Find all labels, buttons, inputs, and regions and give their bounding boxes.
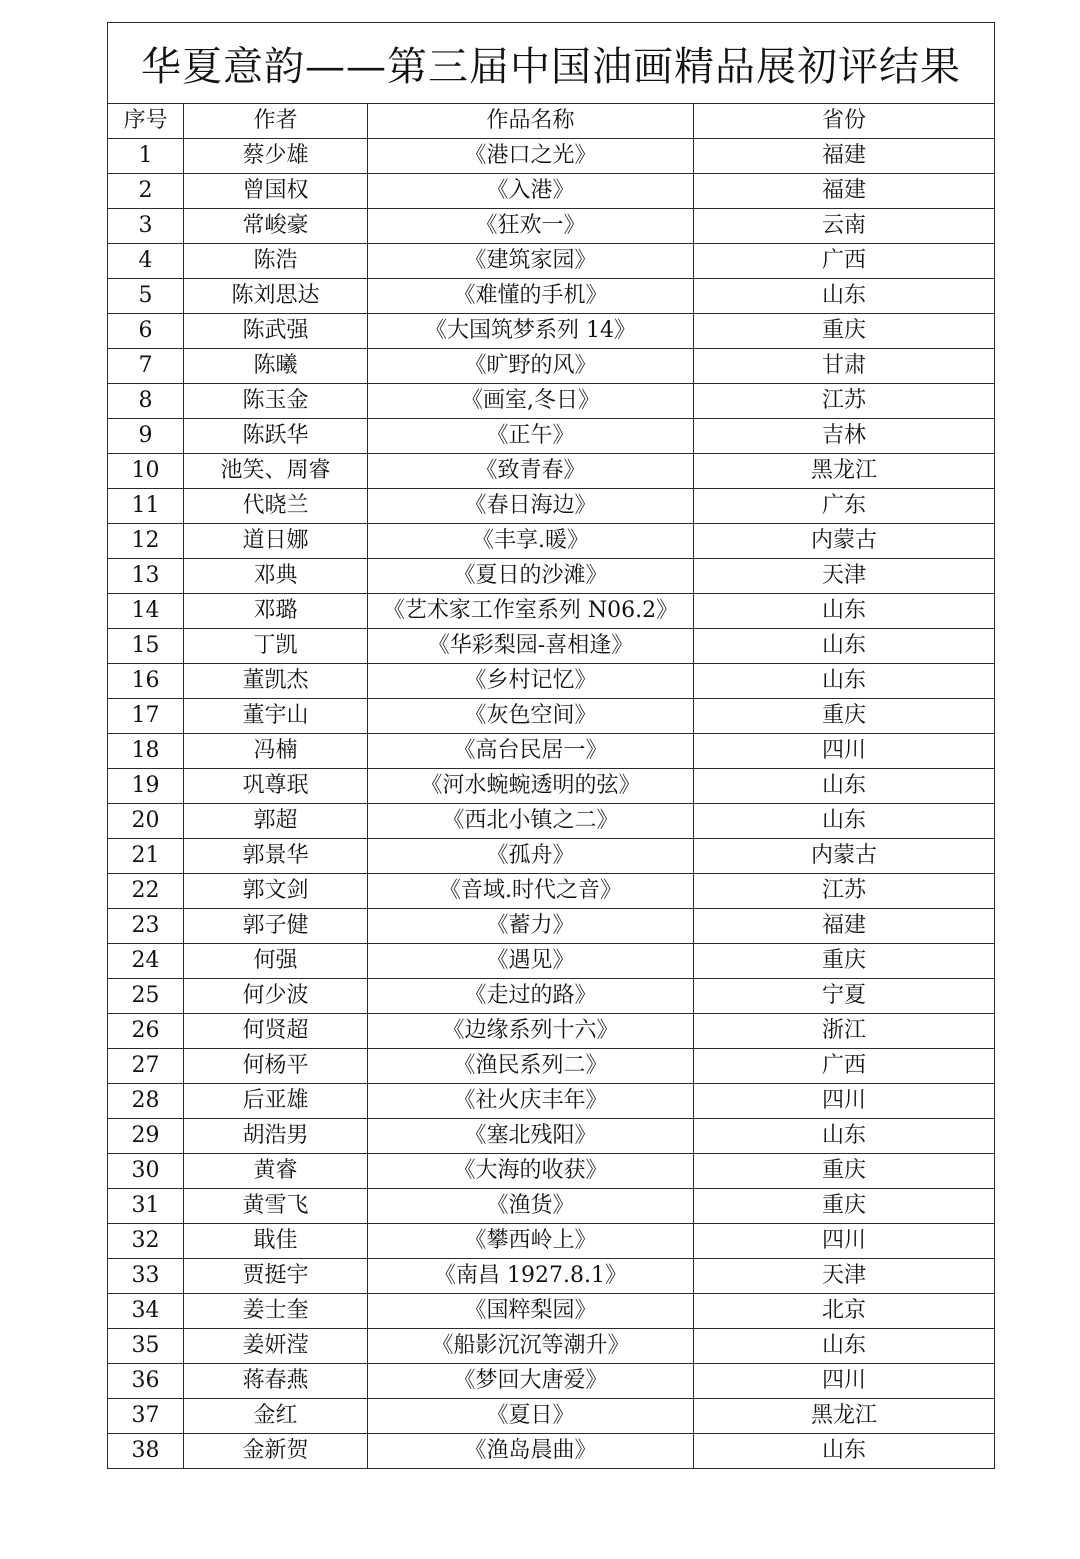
- table-row: [108, 734, 995, 769]
- row-work-cell: 《大海的收获》: [368, 1154, 694, 1189]
- header-work: 作品名称: [368, 104, 694, 139]
- row-author-cell: 姜妍滢: [184, 1329, 368, 1364]
- row-author-cell: 何杨平: [184, 1049, 368, 1084]
- table-row: [108, 1364, 995, 1399]
- row-province-cell: 重庆: [694, 1189, 995, 1224]
- row-work-cell: 《社火庆丰年》: [368, 1084, 694, 1119]
- results-table: [107, 22, 995, 1469]
- row-work-cell: 《梦回大唐爱》: [368, 1364, 694, 1399]
- row-index-cell: 28: [108, 1084, 184, 1119]
- row-author-cell: 陈玉金: [184, 384, 368, 419]
- row-index-cell: 1: [108, 139, 184, 174]
- row-province-cell: 福建: [694, 909, 995, 944]
- row-author-cell: 贾挺宇: [184, 1259, 368, 1294]
- row-province-cell: 重庆: [694, 1154, 995, 1189]
- row-province-cell: 黑龙江: [694, 1399, 995, 1434]
- row-work-cell: 《春日海边》: [368, 489, 694, 524]
- row-index-cell: 22: [108, 874, 184, 909]
- row-province-cell: 宁夏: [694, 979, 995, 1014]
- row-work-cell: 《高台民居一》: [368, 734, 694, 769]
- row-index-cell: 38: [108, 1434, 184, 1469]
- row-author-cell: 金新贺: [184, 1434, 368, 1469]
- row-author-cell: 戢佳: [184, 1224, 368, 1259]
- table-row: [108, 419, 995, 454]
- row-province-cell: 四川: [694, 1084, 995, 1119]
- row-author-cell: 冯楠: [184, 734, 368, 769]
- row-work-cell: 《乡村记忆》: [368, 664, 694, 699]
- results-document: [107, 22, 994, 1469]
- row-index-cell: 21: [108, 839, 184, 874]
- row-author-cell: 胡浩男: [184, 1119, 368, 1154]
- row-province-cell: 山东: [694, 1329, 995, 1364]
- table-row: [108, 1224, 995, 1259]
- table-row: [108, 454, 995, 489]
- row-index-cell: 23: [108, 909, 184, 944]
- row-province-cell: 江苏: [694, 384, 995, 419]
- row-author-cell: 何贤超: [184, 1014, 368, 1049]
- row-index-cell: 37: [108, 1399, 184, 1434]
- row-province-cell: 吉林: [694, 419, 995, 454]
- row-work-cell: 《港口之光》: [368, 139, 694, 174]
- row-author-cell: 金红: [184, 1399, 368, 1434]
- row-index-cell: 2: [108, 174, 184, 209]
- row-author-cell: 何少波: [184, 979, 368, 1014]
- table-row: [108, 174, 995, 209]
- table-row: [108, 349, 995, 384]
- table-row: [108, 909, 995, 944]
- row-index-cell: 10: [108, 454, 184, 489]
- header-author: 作者: [184, 104, 368, 139]
- row-author-cell: 黄雪飞: [184, 1189, 368, 1224]
- row-author-cell: 邓典: [184, 559, 368, 594]
- title-row: [108, 23, 995, 104]
- row-author-cell: 姜士奎: [184, 1294, 368, 1329]
- row-work-cell: 《灰色空间》: [368, 699, 694, 734]
- row-province-cell: 北京: [694, 1294, 995, 1329]
- row-index-cell: 33: [108, 1259, 184, 1294]
- row-province-cell: 重庆: [694, 944, 995, 979]
- row-author-cell: 蔡少雄: [184, 139, 368, 174]
- row-author-cell: 陈曦: [184, 349, 368, 384]
- table-body: [108, 139, 995, 1469]
- row-work-cell: 《走过的路》: [368, 979, 694, 1014]
- row-author-cell: 郭文剑: [184, 874, 368, 909]
- row-author-cell: 常峻豪: [184, 209, 368, 244]
- row-author-cell: 郭超: [184, 804, 368, 839]
- row-index-cell: 35: [108, 1329, 184, 1364]
- row-work-cell: 《丰享.暖》: [368, 524, 694, 559]
- row-province-cell: 重庆: [694, 314, 995, 349]
- row-index-cell: 6: [108, 314, 184, 349]
- row-index-cell: 3: [108, 209, 184, 244]
- row-index-cell: 26: [108, 1014, 184, 1049]
- row-index-cell: 19: [108, 769, 184, 804]
- row-province-cell: 黑龙江: [694, 454, 995, 489]
- row-author-cell: 黄睿: [184, 1154, 368, 1189]
- row-province-cell: 广东: [694, 489, 995, 524]
- table-row: [108, 524, 995, 559]
- row-province-cell: 天津: [694, 559, 995, 594]
- table-row: [108, 699, 995, 734]
- row-author-cell: 代晓兰: [184, 489, 368, 524]
- table-row: [108, 1119, 995, 1154]
- table-row: [108, 1084, 995, 1119]
- table-row: [108, 314, 995, 349]
- row-province-cell: 山东: [694, 1434, 995, 1469]
- row-work-cell: 《大国筑梦系列 14》: [368, 314, 694, 349]
- row-index-cell: 9: [108, 419, 184, 454]
- table-row: [108, 769, 995, 804]
- row-author-cell: 蒋春燕: [184, 1364, 368, 1399]
- row-work-cell: 《孤舟》: [368, 839, 694, 874]
- table-row: [108, 1049, 995, 1084]
- row-index-cell: 36: [108, 1364, 184, 1399]
- header-index: 序号: [108, 104, 184, 139]
- row-work-cell: 《难懂的手机》: [368, 279, 694, 314]
- row-province-cell: 福建: [694, 174, 995, 209]
- table-row: [108, 244, 995, 279]
- table-row: [108, 594, 995, 629]
- row-province-cell: 四川: [694, 734, 995, 769]
- table-row: [108, 629, 995, 664]
- header-row: [108, 104, 995, 139]
- row-work-cell: 《河水蜿蜿透明的弦》: [368, 769, 694, 804]
- row-work-cell: 《音域.时代之音》: [368, 874, 694, 909]
- row-work-cell: 《船影沉沉等潮升》: [368, 1329, 694, 1364]
- row-work-cell: 《夏日的沙滩》: [368, 559, 694, 594]
- row-author-cell: 董凯杰: [184, 664, 368, 699]
- row-index-cell: 11: [108, 489, 184, 524]
- row-province-cell: 浙江: [694, 1014, 995, 1049]
- table-row: [108, 384, 995, 419]
- row-province-cell: 重庆: [694, 699, 995, 734]
- row-province-cell: 广西: [694, 244, 995, 279]
- row-index-cell: 15: [108, 629, 184, 664]
- row-province-cell: 四川: [694, 1364, 995, 1399]
- row-author-cell: 陈武强: [184, 314, 368, 349]
- row-index-cell: 5: [108, 279, 184, 314]
- row-province-cell: 山东: [694, 804, 995, 839]
- row-province-cell: 山东: [694, 594, 995, 629]
- row-province-cell: 天津: [694, 1259, 995, 1294]
- row-work-cell: 《入港》: [368, 174, 694, 209]
- row-author-cell: 何强: [184, 944, 368, 979]
- row-work-cell: 《蓄力》: [368, 909, 694, 944]
- row-index-cell: 30: [108, 1154, 184, 1189]
- page-title: 华夏意韵——第三届中国油画精品展初评结果: [108, 23, 995, 104]
- row-work-cell: 《国粹梨园》: [368, 1294, 694, 1329]
- row-work-cell: 《边缘系列十六》: [368, 1014, 694, 1049]
- row-author-cell: 道日娜: [184, 524, 368, 559]
- row-author-cell: 郭子健: [184, 909, 368, 944]
- row-province-cell: 山东: [694, 279, 995, 314]
- row-author-cell: 陈刘思达: [184, 279, 368, 314]
- row-author-cell: 陈跃华: [184, 419, 368, 454]
- table-row: [108, 279, 995, 314]
- row-index-cell: 13: [108, 559, 184, 594]
- row-work-cell: 《渔岛晨曲》: [368, 1434, 694, 1469]
- row-province-cell: 江苏: [694, 874, 995, 909]
- table-row: [108, 1014, 995, 1049]
- row-province-cell: 山东: [694, 769, 995, 804]
- row-province-cell: 云南: [694, 209, 995, 244]
- table-row: [108, 209, 995, 244]
- row-author-cell: 邓璐: [184, 594, 368, 629]
- table-row: [108, 1259, 995, 1294]
- row-work-cell: 《夏日》: [368, 1399, 694, 1434]
- row-author-cell: 曾国权: [184, 174, 368, 209]
- row-province-cell: 广西: [694, 1049, 995, 1084]
- row-work-cell: 《艺术家工作室系列 N06.2》: [368, 594, 694, 629]
- table-row: [108, 1294, 995, 1329]
- row-work-cell: 《画室,冬日》: [368, 384, 694, 419]
- table-row: [108, 559, 995, 594]
- table-row: [108, 1329, 995, 1364]
- row-author-cell: 池笑、周睿: [184, 454, 368, 489]
- row-author-cell: 后亚雄: [184, 1084, 368, 1119]
- row-index-cell: 27: [108, 1049, 184, 1084]
- row-index-cell: 20: [108, 804, 184, 839]
- table-row: [108, 1434, 995, 1469]
- row-province-cell: 山东: [694, 629, 995, 664]
- row-author-cell: 郭景华: [184, 839, 368, 874]
- row-work-cell: 《攀西岭上》: [368, 1224, 694, 1259]
- table-row: [108, 804, 995, 839]
- row-work-cell: 《西北小镇之二》: [368, 804, 694, 839]
- table-row: [108, 1154, 995, 1189]
- row-author-cell: 董宇山: [184, 699, 368, 734]
- row-province-cell: 四川: [694, 1224, 995, 1259]
- row-work-cell: 《建筑家园》: [368, 244, 694, 279]
- table-row: [108, 979, 995, 1014]
- row-index-cell: 12: [108, 524, 184, 559]
- row-province-cell: 甘肃: [694, 349, 995, 384]
- row-index-cell: 29: [108, 1119, 184, 1154]
- row-index-cell: 4: [108, 244, 184, 279]
- row-work-cell: 《华彩梨园-喜相逢》: [368, 629, 694, 664]
- row-index-cell: 24: [108, 944, 184, 979]
- row-index-cell: 18: [108, 734, 184, 769]
- table-row: [108, 944, 995, 979]
- table-row: [108, 839, 995, 874]
- row-index-cell: 8: [108, 384, 184, 419]
- row-index-cell: 32: [108, 1224, 184, 1259]
- row-province-cell: 内蒙古: [694, 839, 995, 874]
- row-work-cell: 《塞北残阳》: [368, 1119, 694, 1154]
- row-index-cell: 7: [108, 349, 184, 384]
- row-index-cell: 14: [108, 594, 184, 629]
- row-index-cell: 25: [108, 979, 184, 1014]
- row-author-cell: 丁凯: [184, 629, 368, 664]
- row-author-cell: 巩尊珉: [184, 769, 368, 804]
- row-index-cell: 34: [108, 1294, 184, 1329]
- table-row: [108, 664, 995, 699]
- row-province-cell: 山东: [694, 664, 995, 699]
- row-index-cell: 16: [108, 664, 184, 699]
- table-row: [108, 489, 995, 524]
- row-work-cell: 《渔货》: [368, 1189, 694, 1224]
- row-work-cell: 《南昌 1927.8.1》: [368, 1259, 694, 1294]
- row-work-cell: 《狂欢一》: [368, 209, 694, 244]
- row-province-cell: 福建: [694, 139, 995, 174]
- row-author-cell: 陈浩: [184, 244, 368, 279]
- header-province: 省份: [694, 104, 995, 139]
- row-work-cell: 《渔民系列二》: [368, 1049, 694, 1084]
- row-work-cell: 《遇见》: [368, 944, 694, 979]
- table-row: [108, 1189, 995, 1224]
- table-row: [108, 874, 995, 909]
- row-province-cell: 内蒙古: [694, 524, 995, 559]
- row-province-cell: 山东: [694, 1119, 995, 1154]
- table-row: [108, 1399, 995, 1434]
- row-work-cell: 《正午》: [368, 419, 694, 454]
- row-work-cell: 《旷野的风》: [368, 349, 694, 384]
- row-index-cell: 31: [108, 1189, 184, 1224]
- row-work-cell: 《致青春》: [368, 454, 694, 489]
- table-row: [108, 139, 995, 174]
- row-index-cell: 17: [108, 699, 184, 734]
